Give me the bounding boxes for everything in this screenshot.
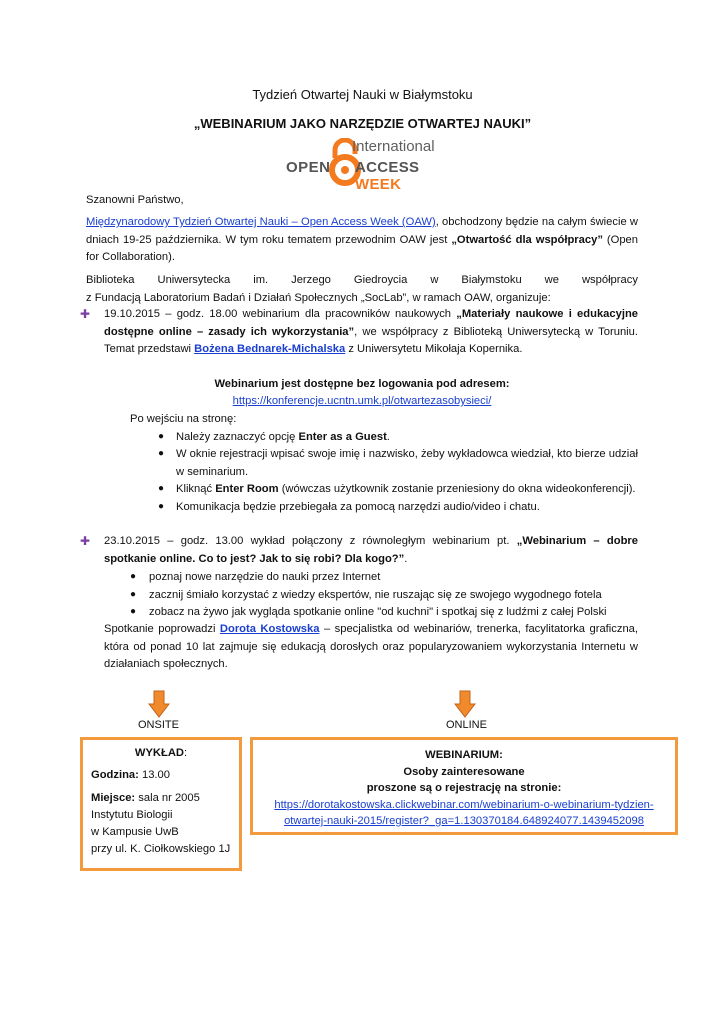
logo-access-week: ACCESS WEEK xyxy=(355,159,420,193)
intro-paragraph: Międzynarodowy Tydzień Otwartej Nauki – Open Access Week (OAW), obchodzony będzie na całym świecie w dniach 19-25 października. W tym roku tematem przewodnim OAW jest „Otwartość dla współpracy” (Open for Collaboration). xyxy=(86,216,639,263)
onsite-box xyxy=(80,737,242,871)
registration-link[interactable]: https://dorotakostowska.clickwebinar.com/webinarium-o-webinarium-tydzien- xyxy=(274,798,654,811)
onsite-place: Miejsce: sala nr 2005 xyxy=(91,792,200,804)
event2-bullet: ● xyxy=(130,606,137,617)
step-bullet: ● xyxy=(158,448,165,459)
online-line: Osoby zainteresowane xyxy=(403,765,525,778)
step-item: Kliknąć Enter Room (wówczas użytkownik zostanie przeniesiony do okna wideokonferencji). xyxy=(176,483,636,495)
step-item: Komunikacja będzie przebiegała za pomocą narzędzi audio/video i chatu. xyxy=(176,501,540,513)
oaw-link[interactable]: Międzynarodowy Tydzień Otwartej Nauki – Open Access Week (OAW) xyxy=(86,216,436,228)
event2-paragraph: 23.10.2015 – godz. 13.00 wykład połączony z równoległym webinarium pt. „Webinarium – dobre spotkanie online. Co to jest? Jak to się robi? Dla kogo?”. xyxy=(104,535,638,565)
down-arrow-icon xyxy=(148,690,170,718)
event2-item: poznaj nowe narzędzie do nauki przez Internet xyxy=(149,571,381,583)
step-bullet: ● xyxy=(158,483,165,494)
down-arrow-icon xyxy=(454,690,476,718)
event2-item: zacznij śmiało korzystać z wiedzy ekspertów, nie ruszając się ze swojego wygodnego fotela xyxy=(149,589,602,601)
greeting: Szanowni Państwo, xyxy=(86,194,184,206)
online-heading: WEBINARIUM: xyxy=(425,749,503,761)
onsite-place-line: przy ul. K. Ciołkowskiego 1J xyxy=(91,843,231,855)
online-details xyxy=(253,747,675,830)
event2-bullet: ● xyxy=(130,589,137,600)
onsite-label: ONSITE xyxy=(138,719,179,731)
bullet-arrow-icon: ✚ xyxy=(80,307,91,321)
organizer-line-1: Biblioteka Uniwersytecka im. Jerzego Giedroycia w Białymstoku we współpracy xyxy=(86,274,638,286)
online-line: proszone są o rejestrację na stronie: xyxy=(366,782,562,794)
bullet-arrow-icon: ✚ xyxy=(80,534,91,548)
step-bullet: ● xyxy=(158,501,165,512)
onsite-details xyxy=(91,767,239,858)
event2-bullet: ● xyxy=(130,571,137,582)
access-after: Po wejściu na stronę: xyxy=(130,413,237,425)
presenter1-link[interactable]: Bożena Bednarek-Michalska xyxy=(194,343,346,355)
document-subtitle: „WEBINARIUM JAKO NARZĘDZIE OTWARTEJ NAUKI” xyxy=(193,116,532,131)
event1-paragraph: 19.10.2015 – godz. 18.00 webinarium dla pracowników naukowych „Materiały naukowe i edukacyjne dostępne online – zasady ich wykorzystania”, we współpracy z Biblioteką Uniwersytecką w Toruniu. Temat przedstawi Bożena Bednarek-Michalska z Uniwersytetu Mikołaja Kopernika. xyxy=(104,308,638,355)
event2-presenter-paragraph: Spotkanie poprowadzi Dorota Kostowska – specjalistka od webinariów, trenerka, facylitatorka graficzna, która od ponad 10 lat zajmuje się edukacją dorosłych oraz popularyzowaniem wykorzystania Internetu w działaniach społecznych. xyxy=(104,623,638,670)
document-title: Tydzień Otwartej Nauki w Białymstoku xyxy=(252,87,473,102)
online-box xyxy=(250,737,678,835)
onsite-place-line: Instytutu Biologii xyxy=(91,809,173,821)
logo-international: International xyxy=(352,138,435,155)
organizer-paragraph xyxy=(86,272,638,307)
logo-open: OPEN xyxy=(286,159,331,176)
access-heading: Webinarium jest dostępne bez logowania pod adresem: xyxy=(214,378,510,390)
step-bullet: ● xyxy=(158,431,165,442)
onsite-heading: WYKŁAD: xyxy=(134,747,188,759)
event2-item: zobacz na żywo jak wygląda spotkanie online "od kuchni" i spotkaj się z ludźmi z całej Polski xyxy=(149,606,607,618)
conference-link[interactable]: https://konferencje.ucntn.umk.pl/otwartezasobysieci/ xyxy=(232,395,492,407)
registration-link-cont[interactable]: otwartej-nauki-2015/register?_ga=1.130370184.648924077.1439452098 xyxy=(284,815,644,827)
presenter2-link[interactable]: Dorota Kostowska xyxy=(219,623,320,635)
organizer-line-2: z Fundacją Laboratorium Badań i Działań Społecznych „SocLab”, w ramach OAW, organizuje: xyxy=(86,291,551,304)
online-label: ONLINE xyxy=(446,719,487,731)
access-url-line xyxy=(86,393,638,411)
step-item: Należy zaznaczyć opcję Enter as a Guest. xyxy=(176,431,390,443)
onsite-place-line: w Kampusie UwB xyxy=(91,826,179,838)
onsite-time: Godzina: 13.00 xyxy=(91,769,170,781)
step-item: W oknie rejestracji wpisać swoje imię i nazwisko, żeby wykładowca wiedział, kto bierze udział w seminarium. xyxy=(176,448,638,478)
open-access-week-logo xyxy=(282,138,452,193)
